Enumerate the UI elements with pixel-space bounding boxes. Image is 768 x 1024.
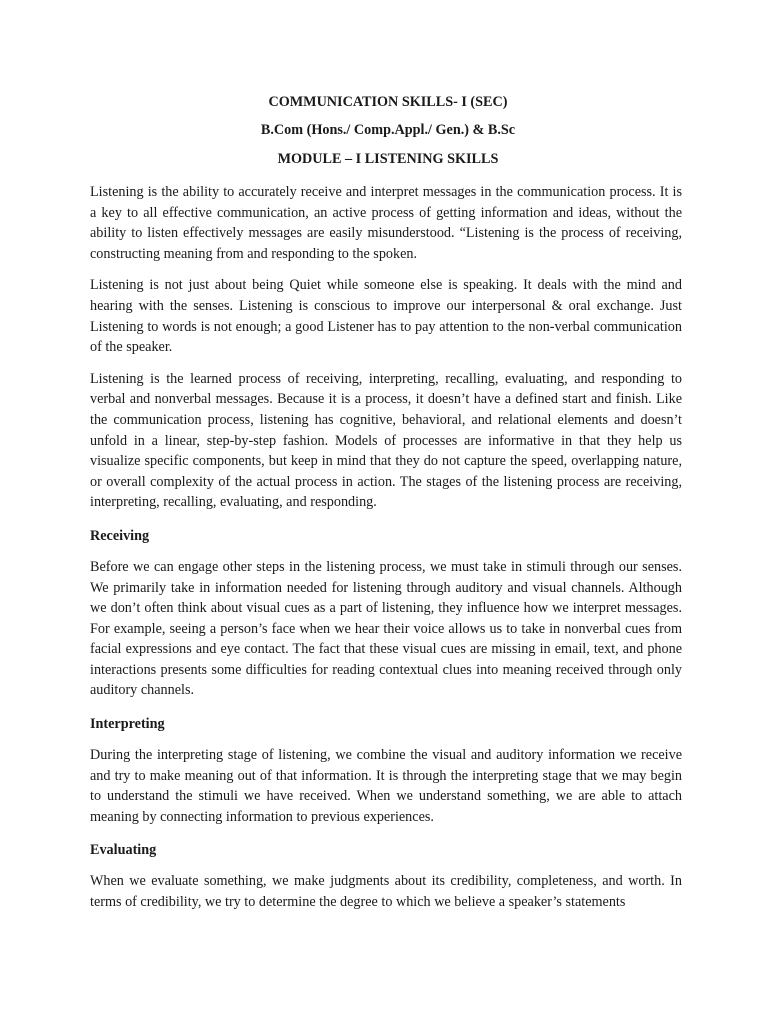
- course-title: COMMUNICATION SKILLS- I (SEC): [268, 94, 508, 110]
- intro-paragraph-1: Listening is the ability to accurately receive and interpret messages in the communication process. It is a key to all effective communication, an active process of getting information and ideas, without the ability to listen effectively messages are easily misunderstood. “Listening is the process of receiving, constructing meaning from and responding to the spoken.: [90, 184, 682, 262]
- section-heading-evaluating: Evaluating: [90, 842, 157, 859]
- section-heading-interpreting: Interpreting: [90, 716, 165, 733]
- section-text-evaluating: When we evaluate something, we make judgments about its credibility, completeness, and worth. In terms of credibility, we try to determine the degree to which we believe a speaker’s statements: [90, 873, 682, 911]
- module-title: MODULE – I LISTENING SKILLS: [277, 151, 499, 167]
- intro-paragraph-2: Listening is not just about being Quiet while someone else is speaking. It deals with the mind and hearing with the senses. Listening is conscious to improve our interpersonal & oral exchange. Just Listening to words is not enough; a good Listener has to pay attention to the non-verbal communication of the speaker.: [90, 277, 682, 356]
- section-text-receiving: Before we can engage other steps in the listening process, we must take in stimuli through our senses. We primarily take in information needed for listening through auditory and visual channels. Although we don’t often think about visual cues as a part of listening, they influence how we interpret messages. For example, seeing a person’s face when we hear their voice allows us to take in nonverbal cues from facial expressions and eye contact. The fact that these visual cues are missing in email, text, and phone interactions presents some difficulties for reading contextual clues into meaning received through only auditory channels.: [90, 558, 682, 699]
- section-text-interpreting: During the interpreting stage of listening, we combine the visual and auditory information we receive and try to make meaning out of that information. It is through the interpreting stage that we may begin to understand the stimuli we have received. When we understand something, we are able to attach meaning by connecting information to previous experiences.: [90, 747, 682, 825]
- intro-paragraph-3: Listening is the learned process of receiving, interpreting, recalling, evaluating, and responding to verbal and nonverbal messages. Because it is a process, it doesn’t have a defined start and finish. Like the communication process, listening has cognitive, behavioral, and relational elements and doesn’t unfold in a linear, step-by-step fashion. Models of processes are informative in that they help us visualize specific components, but keep in mind that they do not capture the speed, overlapping nature, or overall complexity of the actual process in action. The stages of the listening process are receiving, interpreting, recalling, evaluating, and responding.: [90, 370, 682, 511]
- section-heading-receiving: Receiving: [90, 527, 150, 544]
- programs-line: B.Com (Hons./ Comp.Appl./ Gen.) & B.Sc: [260, 122, 516, 138]
